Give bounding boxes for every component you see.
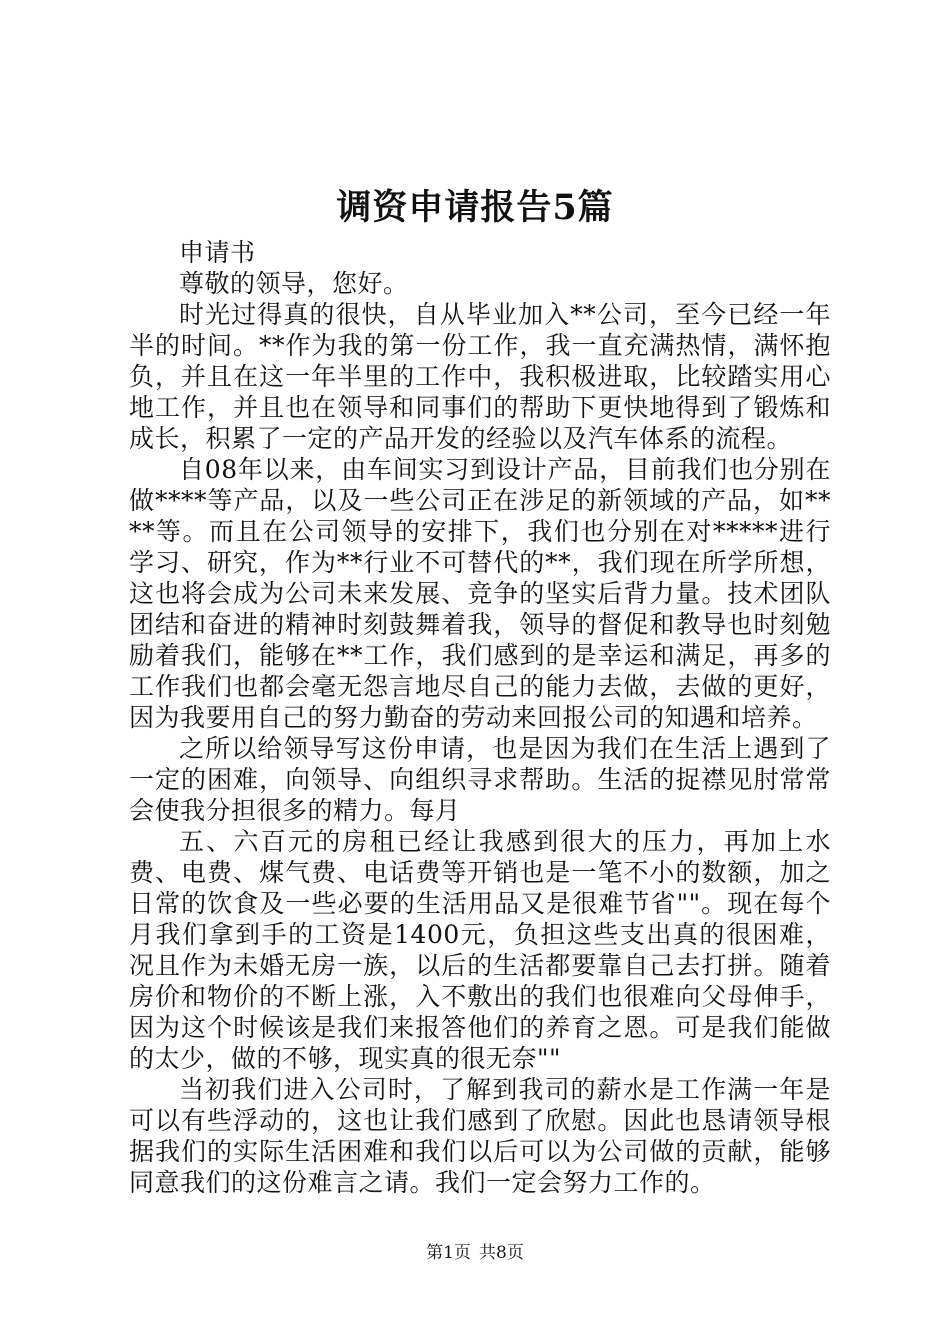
paragraph: 时光过得真的很快，自从毕业加入**公司，至今已经一年半的时间。**作为我的第一份工作，我一直充满热情，满怀抱负，并且在这一年半里的工作中，我积极进取，比较踏实用心地工作，并且也在领导和同事们的帮助下更快地得到了锻炼和成长，积累了一定的产品开发的经验以及汽车体系的流程。 [129,300,831,453]
page-number: 第1页 [426,1243,471,1263]
document-title: 调资申请报告5篇 [336,187,614,228]
page-total: 共8页 [479,1243,524,1263]
paragraph-salutation: 尊敬的领导，您好。 [179,269,409,298]
paragraph: 五、六百元的房租已经让我感到很大的压力，再加上水费、电费、煤气费、电话费等开销也是一笔不小的数额，加之日常的饮食及一些必要的生活用品又是很难节省""。现在每个月我们拿到手的工资是1400元，负担这些支出真的很困难，况且作为未婚无房一族，以后的生活都要靠自己去打拼。随着房价和物价的不断上涨，入不敷出的我们也很难向父母伸手，因为这个时候该是我们来报答他们的养育之恩。可是我们能做的太少，做的不够，现实真的很无奈"" [129,827,831,1073]
paragraph: 自08年以来，由车间实习到设计产品，目前我们也分别在做****等产品，以及一些公司正在涉足的新领域的产品，如****等。而且在公司领导的安排下，我们也分别在对*****进行学习、研究，作为**行业不可替代的**，我们现在所学所想，这也将会成为公司未来发展、竞争的坚实后背力量。技术团队团结和奋进的精神时刻鼓舞着我，领导的督促和教导也时刻勉励着我们，能够在**工作，我们感到的是幸运和满足，再多的工作我们也都会毫无怨言地尽自己的能力去做，去做的更好，因为我要用自己的努力勤奋的劳动来回报公司的知遇和培养。 [129,455,831,732]
page-footer [0,1241,950,1265]
paragraph-heading: 申请书 [179,238,256,267]
document-body [129,237,831,1198]
paragraph: 当初我们进入公司时，了解到我司的薪水是工作满一年是可以有些浮动的，这也让我们感到了欣慰。因此也恳请领导根据我们的实际生活困难和我们以后可以为公司做的贡献，能够同意我们的这份难言之请。我们一定会努力工作的。 [129,1075,831,1197]
paragraph: 之所以给领导写这份申请，也是因为我们在生活上遇到了一定的困难，向领导、向组织寻求帮助。生活的捉襟见肘常常会使我分担很多的精力。每月 [129,734,831,825]
